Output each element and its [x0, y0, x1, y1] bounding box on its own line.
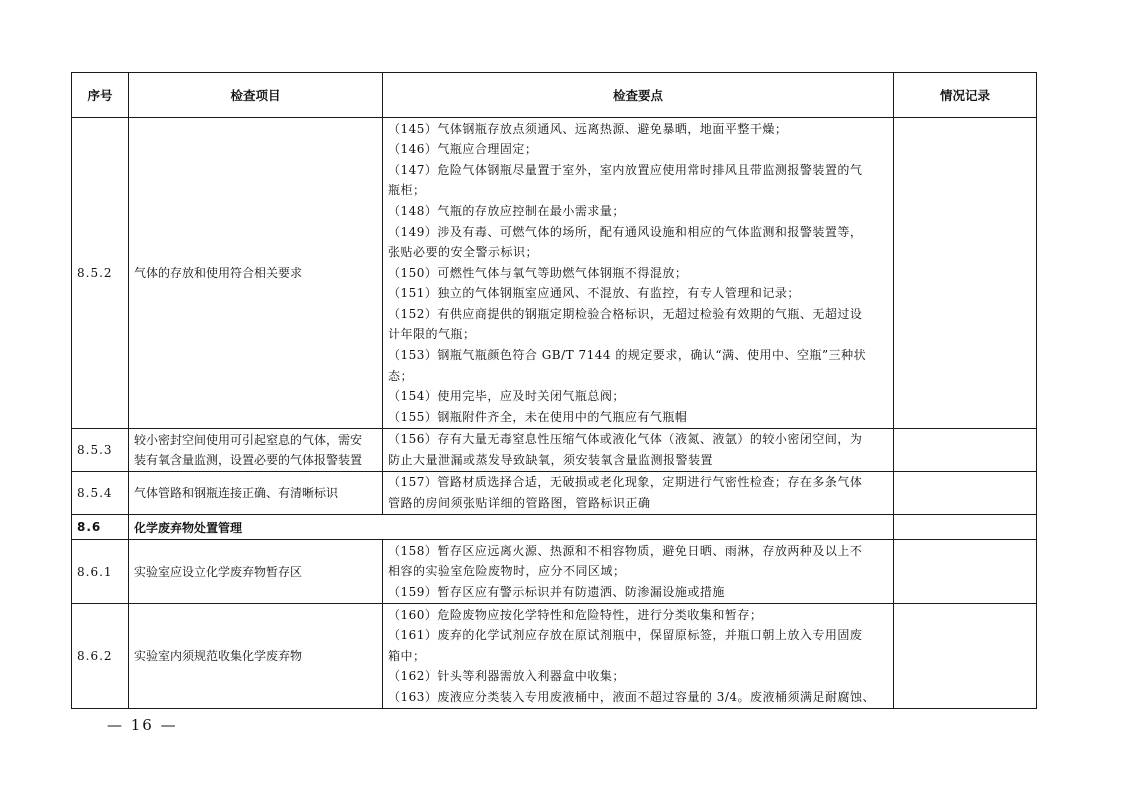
page-number: — 16 —	[107, 716, 178, 734]
point-line: （155）钢瓶附件齐全，未在使用中的气瓶应有气瓶帽	[388, 409, 688, 424]
point-line: （151）独立的气体钢瓶室应通风、不混放、有监控，有专人管理和记录；	[388, 286, 800, 301]
point-line: （148）气瓶的存放应控制在最小需求量；	[388, 203, 625, 218]
check-points	[383, 118, 894, 429]
point-line: （149）涉及有毒、可燃气体的场所，配有通风设施和相应的气体监测和报警装置等，	[388, 224, 863, 239]
check-item: 气体管路和钢瓶连接正确、有清晰标识	[129, 472, 383, 515]
table-row	[72, 604, 1037, 709]
section-row	[72, 515, 1037, 540]
point-line: 张贴必要的安全警示标识；	[388, 245, 539, 260]
point-line: （162）针头等利器需放入利器盒中收集；	[388, 669, 625, 684]
point-line: （154）使用完毕，应及时关闭气瓶总阀；	[388, 389, 625, 404]
table-header-row	[72, 73, 1037, 118]
point-line: 相容的实验室危险废物时，应分不同区域；	[388, 564, 626, 579]
record-cell	[894, 540, 1037, 604]
point-line: （152）有供应商提供的钢瓶定期检验合格标识，无超过检验有效期的气瓶、无超过设	[388, 306, 863, 321]
row-number: 8.5.4	[72, 472, 129, 515]
point-line: 瓶柜；	[388, 183, 426, 198]
point-line: （161）废弃的化学试剂应存放在原试剂瓶中，保留原标签，并瓶口朝上放入专用固废	[388, 628, 863, 643]
item-line: 较小密封空间使用可引起窒息的气体，需安	[134, 433, 363, 447]
record-cell	[894, 604, 1037, 709]
point-line: （160）危险废物应按化学特性和危险特性，进行分类收集和暂存；	[388, 607, 763, 622]
point-line: 箱中；	[388, 648, 426, 663]
table-row	[72, 472, 1037, 515]
row-number: 8.6.1	[72, 540, 129, 604]
point-line: （159）暂存区应有警示标识并有防遗洒、防渗漏设施或措施	[388, 584, 725, 599]
point-line: （145）气体钢瓶存放点须通风、远离热源、避免暴晒，地面平整干燥；	[388, 121, 788, 136]
check-points	[383, 429, 894, 472]
section-title: 化学废弃物处置管理	[129, 515, 894, 540]
point-line: 态；	[388, 368, 414, 383]
header-points: 检查要点	[383, 73, 894, 118]
point-line: 防止大量泄漏或蒸发导致缺氧，须安装氧含量监测报警装置	[388, 453, 714, 467]
point-line: （156）存有大量无毒窒息性压缩气体或液化气体（液氮、液氩）的较小密闭空间，为	[388, 432, 863, 447]
record-cell	[894, 118, 1037, 429]
header-no: 序号	[72, 73, 129, 118]
record-cell	[894, 429, 1037, 472]
check-item: 实验室应设立化学废弃物暂存区	[129, 540, 383, 604]
table-row	[72, 118, 1037, 429]
point-line: 管路的房间须张贴详细的管路图，管路标识正确	[388, 496, 651, 510]
row-number: 8.6.2	[72, 604, 129, 709]
header-item: 检查项目	[129, 73, 383, 118]
point-line: （153）钢瓶气瓶颜色符合 GB/T 7144 的规定要求，确认“满、使用中、空瓶”三种状	[388, 348, 867, 363]
check-points	[383, 604, 894, 709]
section-number: 8.6	[72, 515, 129, 540]
check-item: 气体的存放和使用符合相关要求	[129, 118, 383, 429]
row-number: 8.5.2	[72, 118, 129, 429]
row-number: 8.5.3	[72, 429, 129, 472]
point-line: （147）危险气体钢瓶尽量置于室外，室内放置应使用常时排风且带监测报警装置的气	[388, 162, 863, 177]
table-row	[72, 540, 1037, 604]
point-line: （163）废液应分类装入专用废液桶中，液面不超过容量的 3/4。废液桶须满足耐腐蚀、	[388, 689, 876, 704]
inspection-table	[71, 72, 1037, 709]
table-row	[72, 429, 1037, 472]
check-item	[129, 429, 383, 472]
check-points	[383, 472, 894, 515]
item-line: 装有氧含量监测，设置必要的气体报警装置	[134, 453, 363, 467]
check-item: 实验室内须规范收集化学废弃物	[129, 604, 383, 709]
check-points	[383, 540, 894, 604]
point-line: （146）气瓶应合理固定；	[388, 142, 538, 157]
point-line: 计年限的气瓶；	[388, 327, 476, 342]
record-cell	[894, 515, 1037, 540]
header-record: 情况记录	[894, 73, 1037, 118]
point-line: （157）管路材质选择合适，无破损或老化现象，定期进行气密性检查；存在多条气体	[388, 475, 863, 490]
record-cell	[894, 472, 1037, 515]
point-line: （150）可燃性气体与氧气等助燃气体钢瓶不得混放；	[388, 265, 688, 280]
point-line: （158）暂存区应远离火源、热源和不相容物质，避免日晒、雨淋，存放两种及以上不	[388, 543, 863, 558]
